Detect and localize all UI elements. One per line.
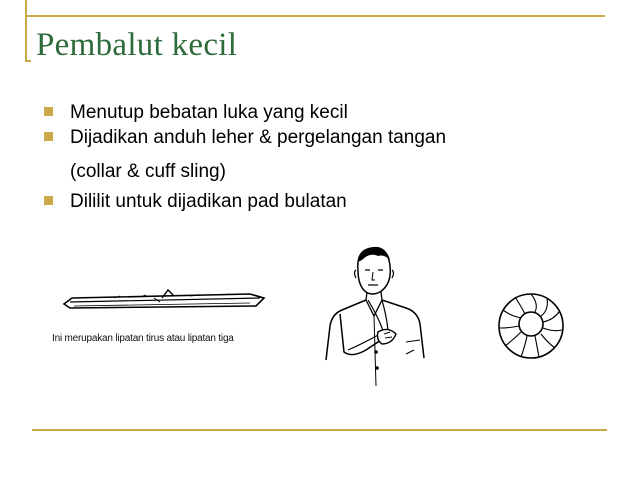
square-bullet-icon (44, 196, 53, 205)
decor-top-line (25, 15, 605, 17)
bullet-text: Menutup bebatan luka yang kecil (70, 102, 348, 123)
figure-caption: Ini merupakan lipatan tirus atau lipatan tiga (52, 333, 234, 344)
bullet-list (44, 100, 446, 214)
ring-pad-illustration (495, 290, 567, 362)
bullet-continuation: (collar & cuff sling) (70, 161, 226, 182)
square-bullet-icon (44, 107, 53, 116)
collar-cuff-sling-illustration (322, 240, 432, 390)
folded-bandage-illustration (50, 280, 282, 330)
decor-vertical-line (25, 0, 27, 60)
square-bullet-icon (44, 132, 53, 141)
slide-title: Pembalut kecil (36, 27, 238, 63)
bullet-text: Dililit untuk dijadikan pad bulatan (70, 191, 347, 212)
bullet-item (44, 100, 446, 125)
decor-title-tick (25, 60, 31, 62)
bullet-text: Dijadikan anduh leher & pergelangan tangan (70, 127, 447, 148)
bullet-item (44, 125, 446, 184)
bullet-item (44, 189, 446, 214)
decor-bottom-line (32, 429, 607, 431)
